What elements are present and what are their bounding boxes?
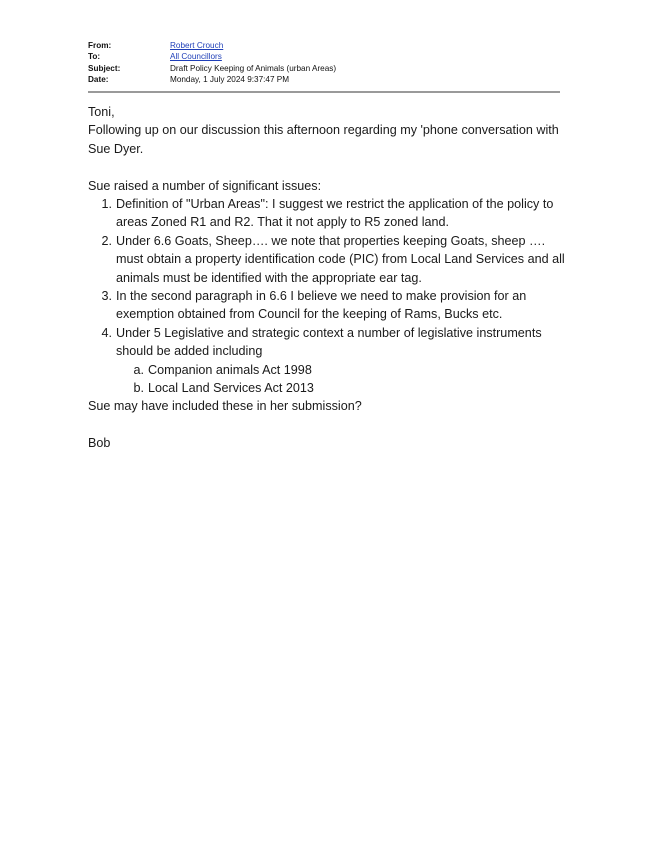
from-label: From: <box>88 41 112 50</box>
list-item-text: Under 5 Legislative and strategic context a number of legislative instruments should be added including <box>116 325 542 359</box>
from-link[interactable]: Robert Crouch <box>170 41 224 50</box>
list-item <box>88 195 568 232</box>
list-item-number: 2. <box>101 233 112 248</box>
closing-question: Sue may have included these in her submission? <box>88 399 362 414</box>
list-item-number: 1. <box>101 197 112 212</box>
sub-list-item <box>88 379 568 397</box>
email-header <box>88 40 560 93</box>
paragraph-gap <box>88 158 568 176</box>
legislation-sublist <box>88 361 568 398</box>
sub-list-item-text: Local Land Services Act 2013 <box>148 381 314 396</box>
header-from-row <box>88 40 560 51</box>
list-item-number: 3. <box>101 289 112 304</box>
sub-list-item-letter: a. <box>133 362 144 377</box>
to-label: To: <box>88 52 101 62</box>
sub-list-item-letter: b. <box>133 381 144 396</box>
issues-list <box>88 195 568 361</box>
list-item <box>88 287 568 324</box>
list-item-text: In the second paragraph in 6.6 I believe we need to make provision for an exemption obtained from Council for the keeping of Rams, Bucks etc. <box>116 289 527 322</box>
list-item <box>88 324 568 361</box>
signature: Bob <box>88 436 111 451</box>
email-body <box>88 103 568 453</box>
list-item-number: 4. <box>101 325 112 340</box>
date-value: Monday, 1 July 2024 9:37:47 PM <box>170 74 290 84</box>
list-item-text: Definition of "Urban Areas": I suggest we restrict the application of the policy to areas Zoned R1 and R2. That it not apply to R5 zoned land. <box>116 197 554 230</box>
subject-value: Draft Policy Keeping of Animals (urban Areas) <box>170 63 337 73</box>
sub-list-item <box>88 361 568 379</box>
to-link[interactable]: All Councillors <box>170 52 222 62</box>
greeting: Toni, <box>88 105 115 119</box>
header-date-row <box>88 74 560 85</box>
subject-label: Subject: <box>88 63 121 73</box>
intro-paragraph: Following up on our discussion this afternoon regarding my 'phone conversation with Sue Dyer. <box>88 123 559 156</box>
header-subject-row <box>88 63 560 74</box>
sub-list-item-text: Companion animals Act 1998 <box>148 362 312 377</box>
issues-intro: Sue raised a number of significant issues: <box>88 178 322 193</box>
date-label: Date: <box>88 74 109 84</box>
list-item <box>88 232 568 287</box>
paragraph-gap <box>88 416 568 434</box>
header-to-row <box>88 51 560 62</box>
list-item-text: Under 6.6 Goats, Sheep…. we note that properties keeping Goats, sheep …. must obtain a property identification code (PIC) from Local Land Services and all animals must be identified with the appropriate ear tag. <box>116 233 565 285</box>
